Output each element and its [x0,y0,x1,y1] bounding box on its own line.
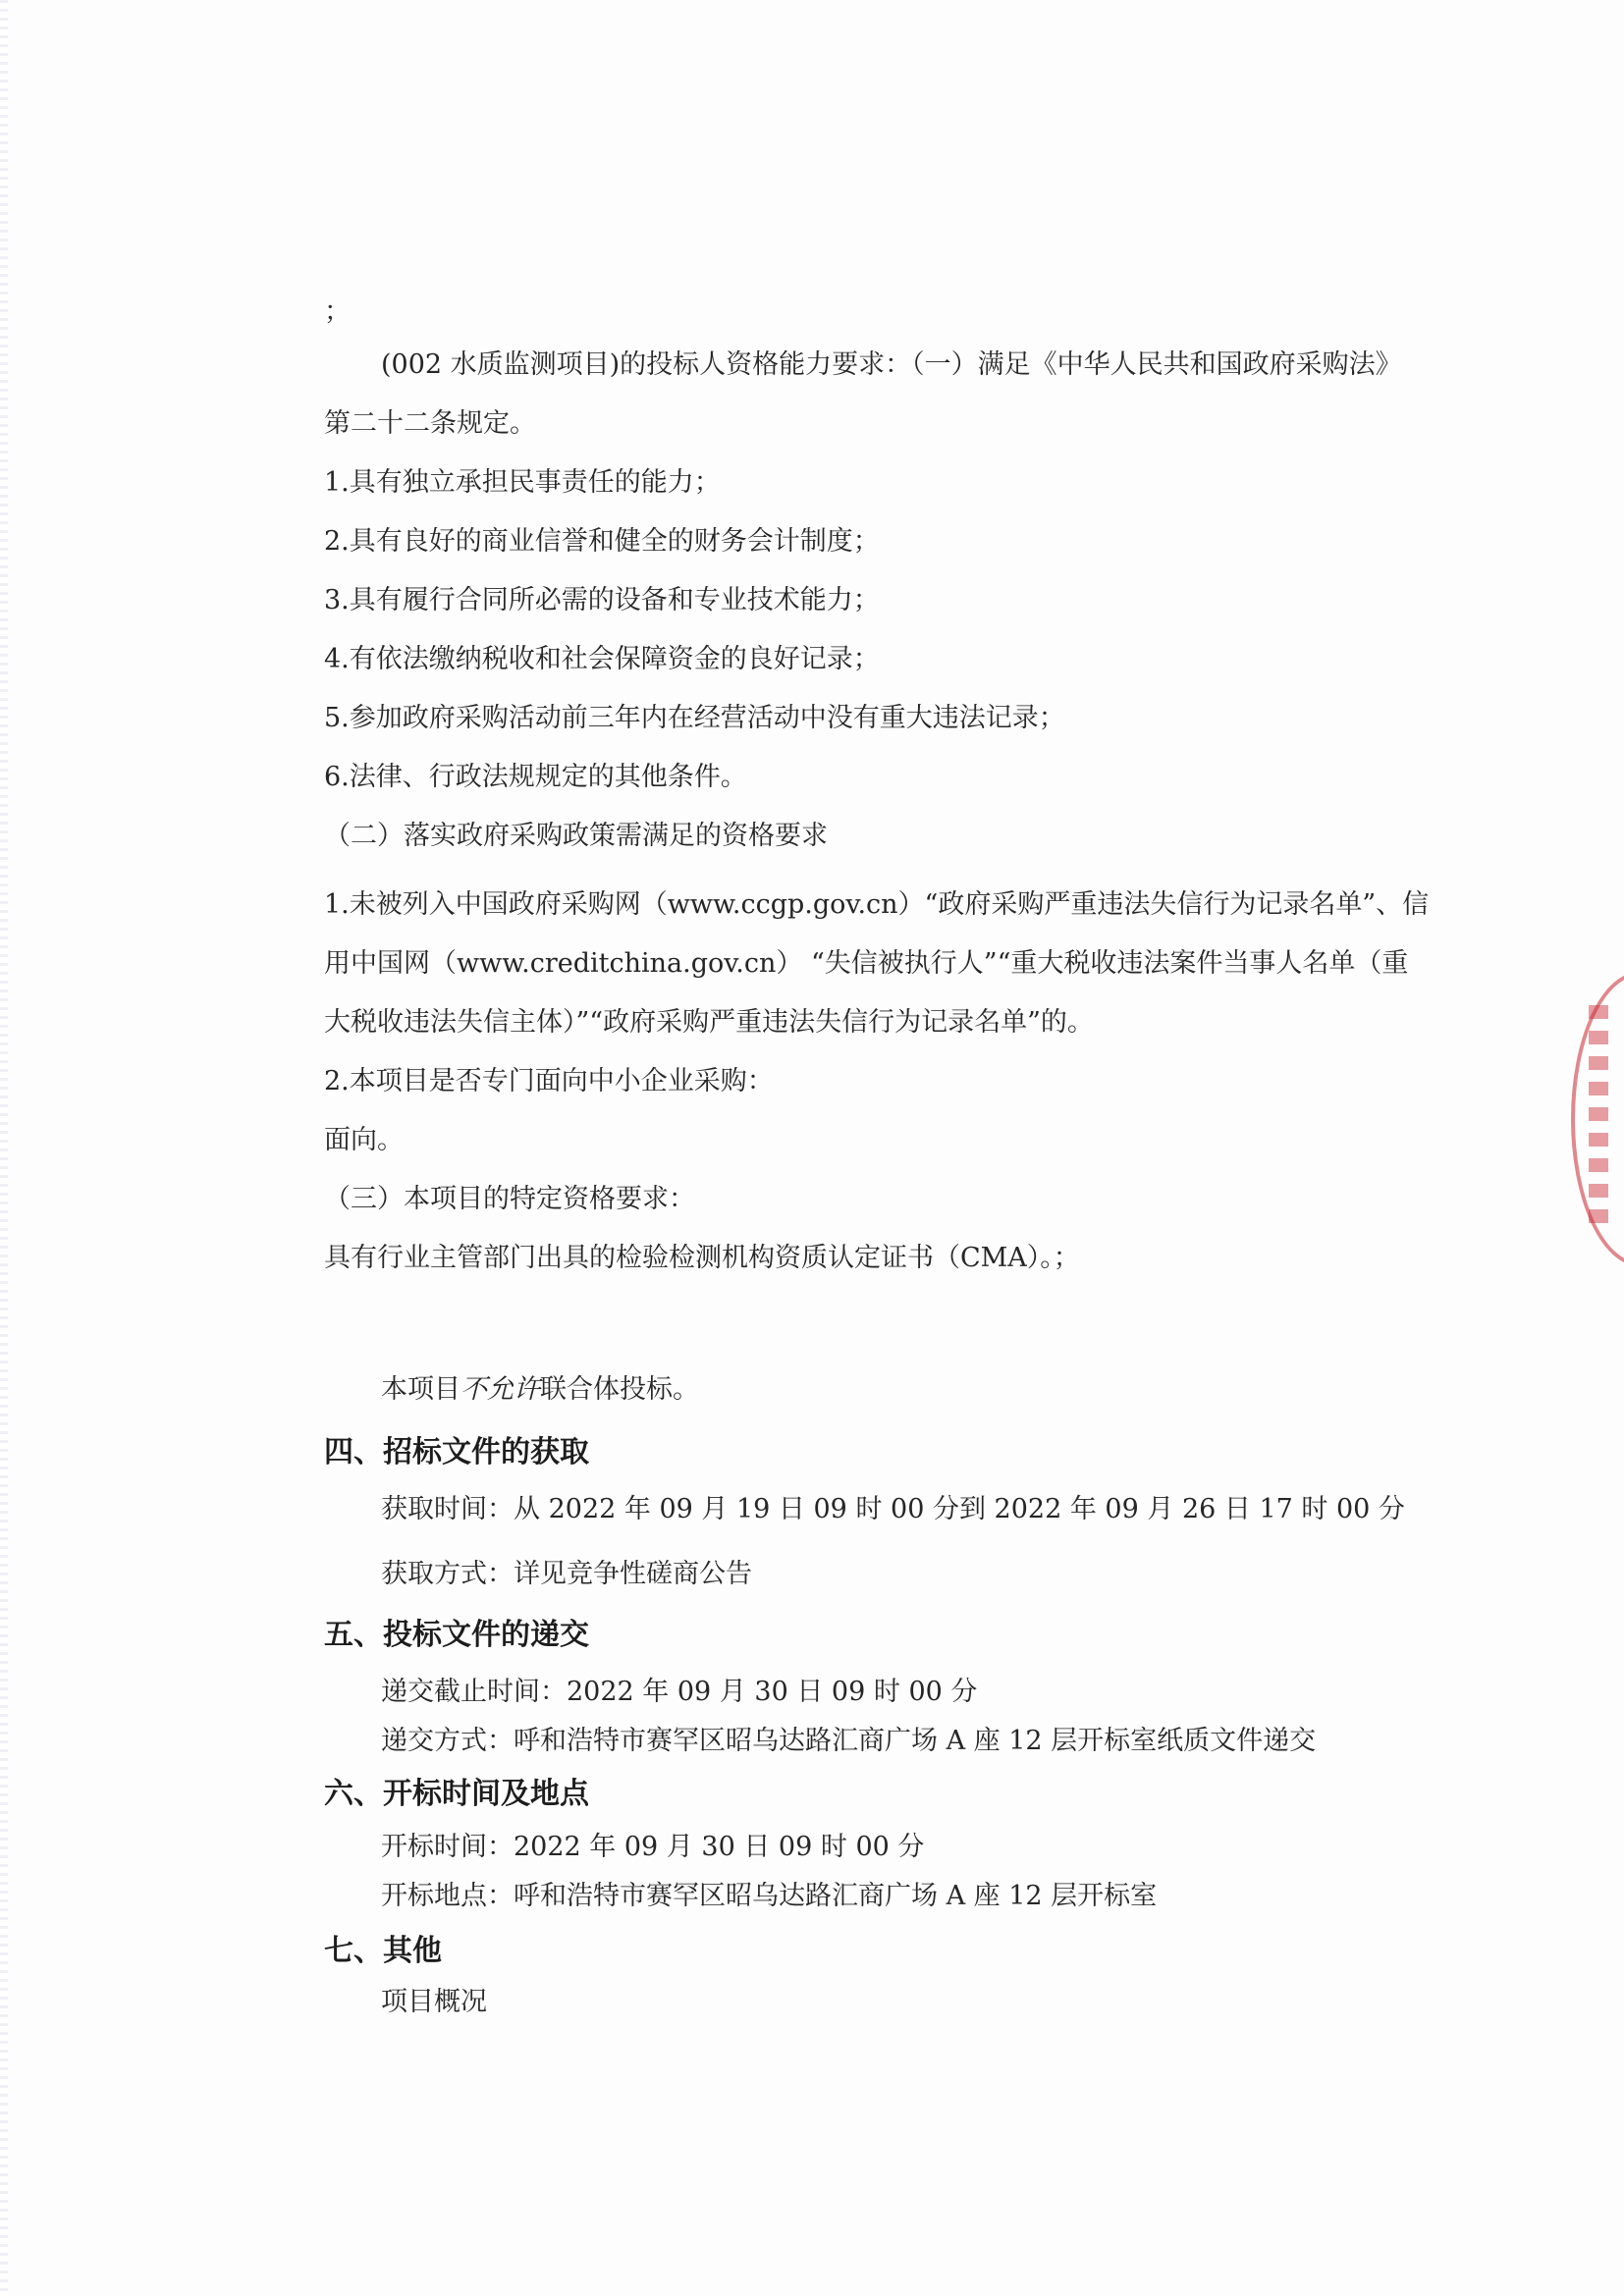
consortium-statement [381,1374,699,1406]
submission-method: 递交方式：呼和浩特市赛罕区昭乌达路汇商广场 A 座 12 层开标室纸质文件递交 [381,1726,1317,1756]
qualification-intro-cont: 第二十二条规定。 [324,408,536,439]
requirement-3: 3.具有履行合同所必需的设备和专业技术能力； [324,585,880,615]
requirement-2: 2.具有良好的商业信誉和健全的财务会计制度； [324,526,880,557]
specific-requirements-title: （三）本项目的特定资格要求： [324,1184,695,1214]
requirement-4: 4.有依法缴纳税收和社会保障资金的良好记录； [324,644,880,674]
requirement-5: 5.参加政府采购活动前三年内在经营活动中没有重大违法记录； [324,703,1065,733]
policy-requirements-title: （二）落实政府采购政策需满足的资格要求 [324,821,828,851]
requirement-1: 1.具有独立承担民事责任的能力； [324,467,721,498]
policy-requirement-1-end: 大税收违法失信主体）”“政府采购严重违法失信行为记录名单”的。 [324,1007,1094,1038]
red-seal-stamp [1571,972,1624,1266]
specific-requirement: 具有行业主管部门出具的检验检测机构资质认定证书（CMA）。； [324,1243,1080,1273]
document-acquisition-time: 获取时间：从 2022 年 09 月 19 日 09 时 00 分到 2022 年 09 月 26 日 17 时 00 分 [381,1494,1405,1524]
policy-requirement-2-answer: 面向。 [324,1125,404,1155]
stray-semicolon: ； [324,296,351,327]
qualification-intro: (002 水质监测项目)的投标人资格能力要求：（一）满足《中华人民共和国政府采购法》 [381,349,1402,380]
bid-opening-place: 开标地点：呼和浩特市赛罕区昭乌达路汇商广场 A 座 12 层开标室 [381,1881,1158,1911]
requirement-6: 6.法律、行政法规规定的其他条件。 [324,762,747,792]
section-6-heading: 六、开标时间及地点 [324,1777,589,1811]
submission-deadline: 递交截止时间：2022 年 09 月 30 日 09 时 00 分 [381,1677,978,1707]
scan-edge-artifact [0,0,8,2296]
project-overview-label: 项目概况 [381,1987,487,2017]
section-7-heading: 七、其他 [324,1934,442,1968]
bid-opening-time: 开标时间：2022 年 09 月 30 日 09 时 00 分 [381,1832,925,1862]
document-acquisition-method: 获取方式：详见竞争性磋商公告 [381,1559,752,1589]
policy-requirement-1: 1.未被列入中国政府采购网（www.ccgp.gov.cn）“政府采购严重违法失信行为记录名单”、信 [324,889,1430,920]
policy-requirement-1-cont: 用中国网（www.creditchina.gov.cn） “失信被执行人”“重大税收违法案件当事人名单（重 [324,948,1409,979]
policy-requirement-2: 2.本项目是否专门面向中小企业采购： [324,1066,774,1096]
section-5-heading: 五、投标文件的递交 [324,1618,589,1652]
consortium-pre: 本项目 [381,1374,460,1405]
consortium-emphasis: 不允许 [460,1374,540,1405]
consortium-post: 联合体投标。 [540,1374,699,1405]
section-4-heading: 四、招标文件的获取 [324,1435,589,1469]
